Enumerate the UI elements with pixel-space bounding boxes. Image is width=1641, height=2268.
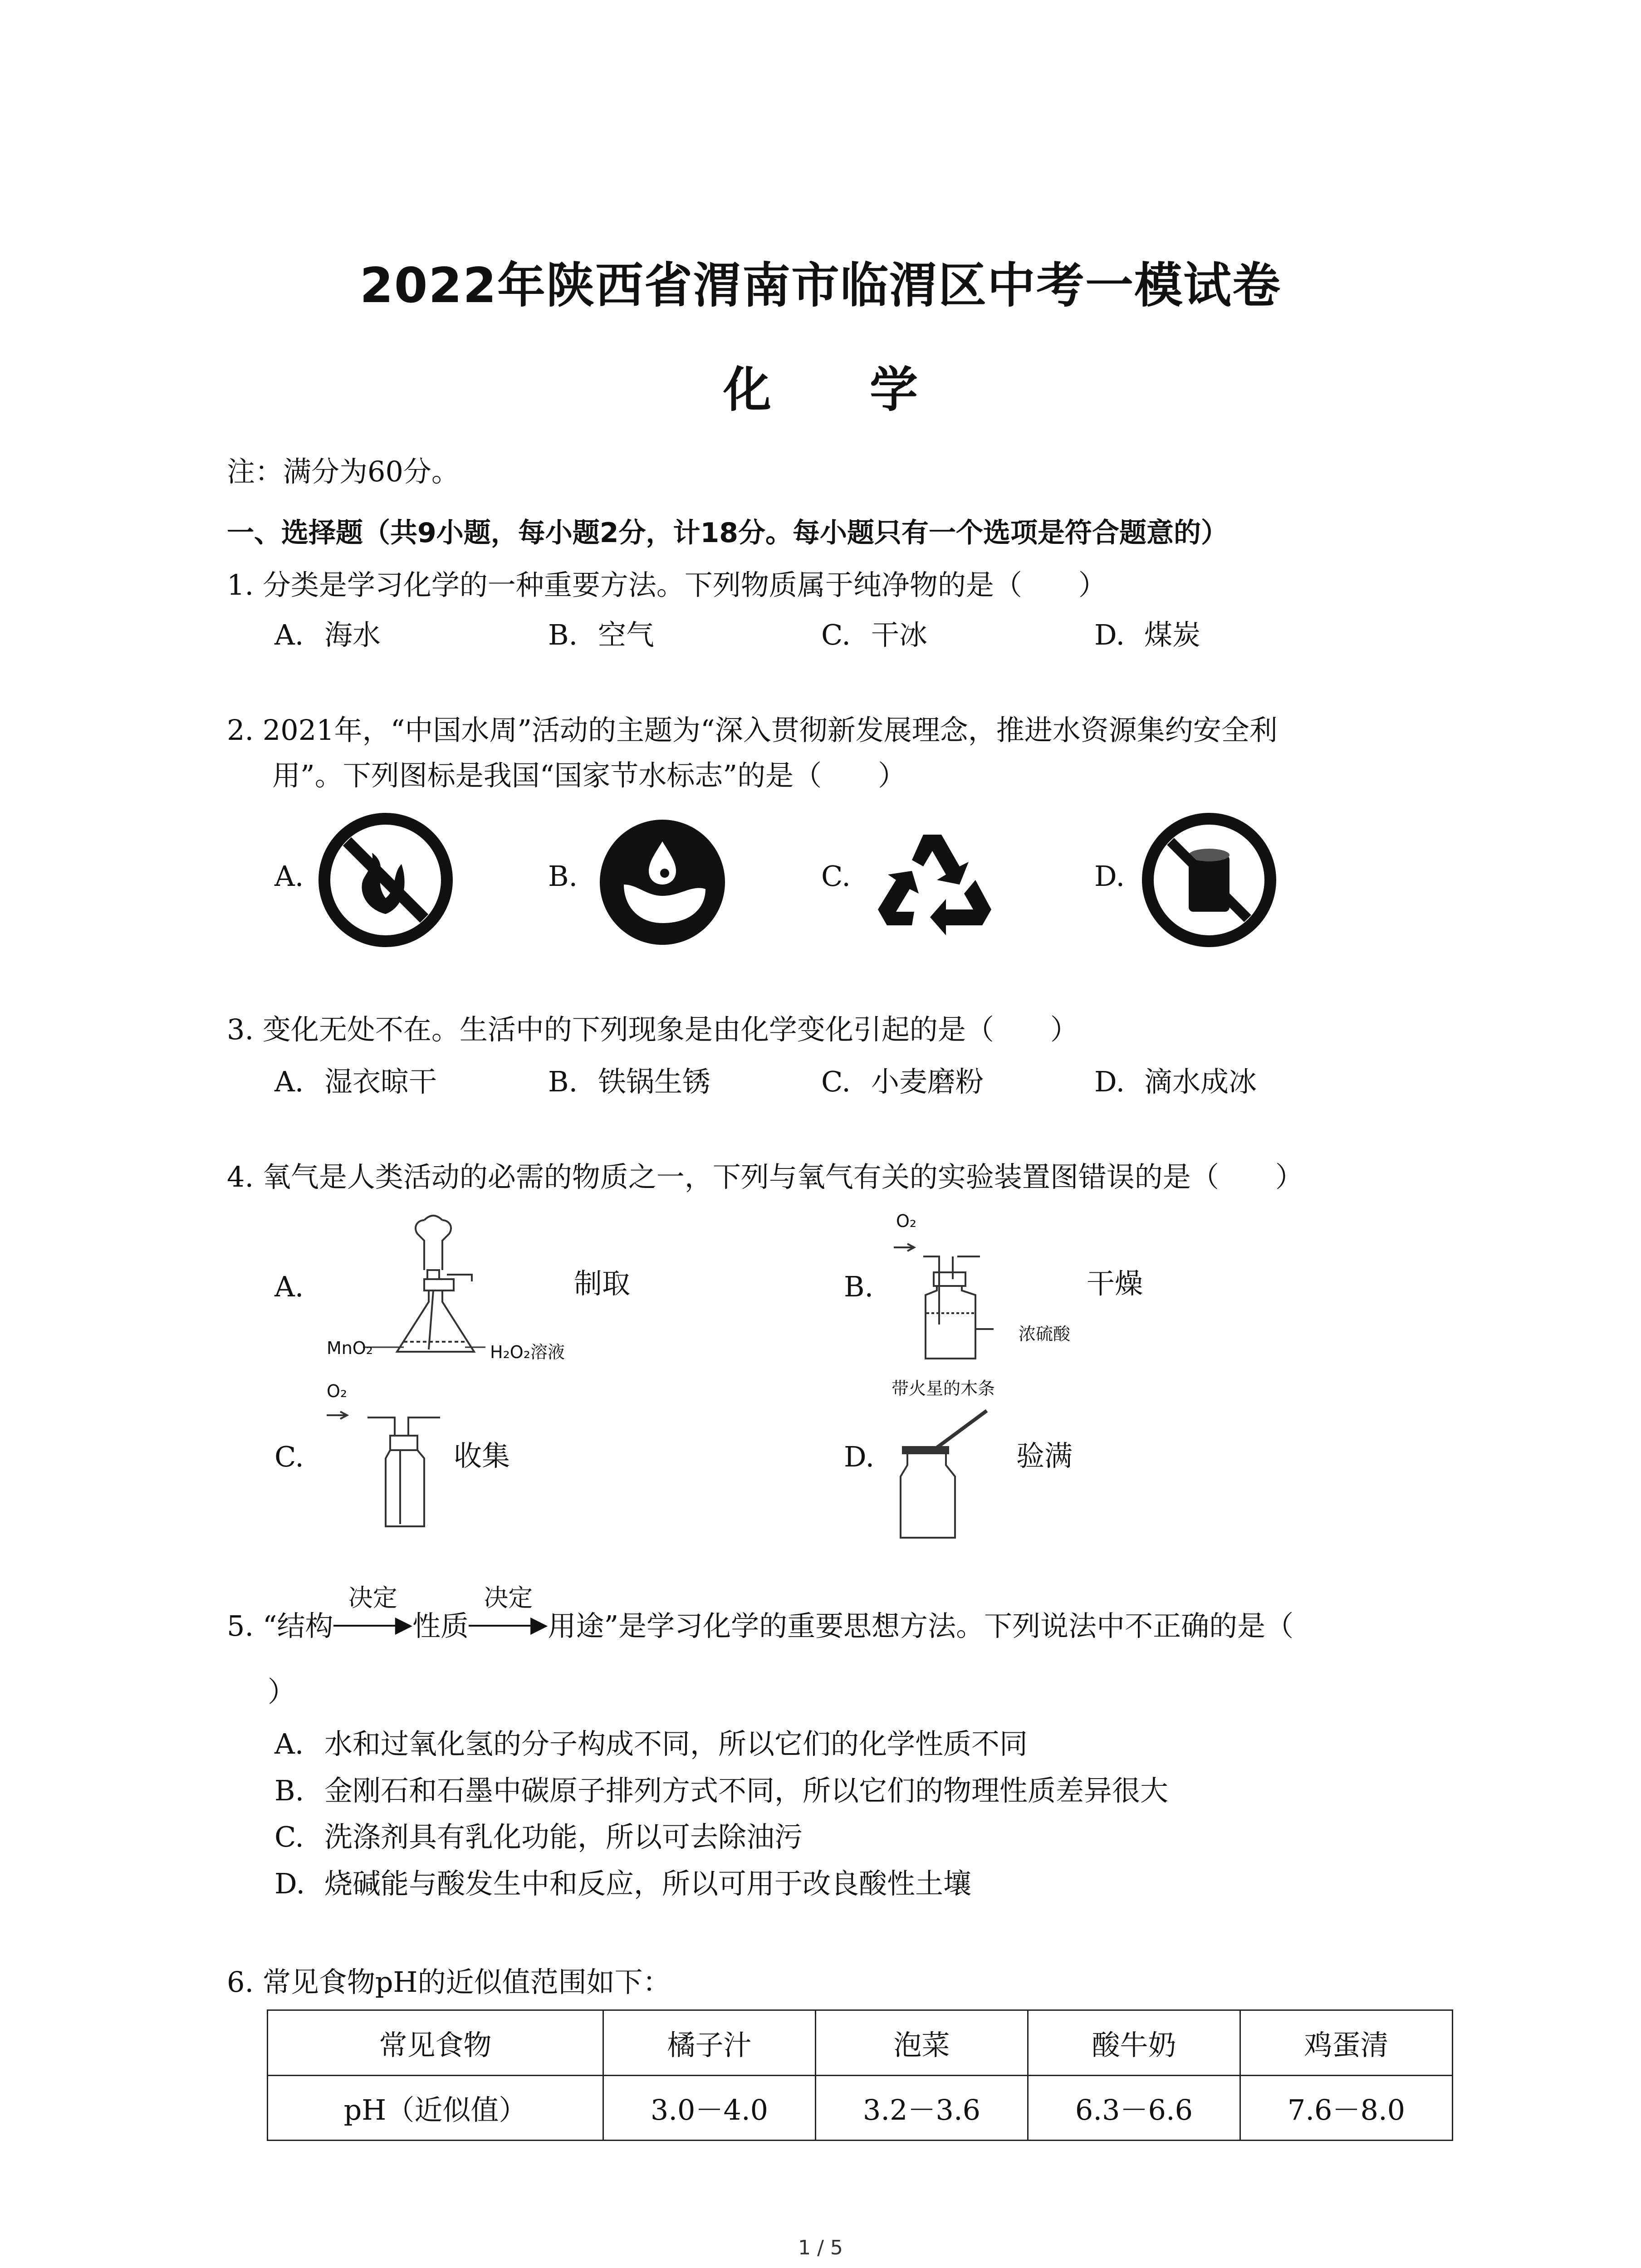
q2-option-d-label[interactable]: D. bbox=[1094, 860, 1125, 893]
q2-option-a-label[interactable]: A. bbox=[274, 860, 304, 893]
q1-option-c[interactable]: C. 干冰 bbox=[821, 618, 928, 651]
subject-title: 化 学 bbox=[723, 362, 959, 418]
exam-title: 2022年陕西省渭南市临渭区中考一模试卷 bbox=[359, 258, 1282, 313]
table-header-cell: 常见食物 bbox=[268, 2010, 603, 2076]
table-header-cell: 酸牛奶 bbox=[1028, 2010, 1240, 2076]
q4-d-text: 验满 bbox=[1016, 1439, 1073, 1472]
q5-option-a[interactable]: A. 水和过氧化氢的分子构成不同，所以它们的化学性质不同 bbox=[274, 1727, 1028, 1760]
q5-stem: 5. “结构 决定 ▶性质 决定 ▶用途”是学习化学的重要思想方法。下列说法中不正确的是（ bbox=[227, 1608, 1293, 1646]
page-number: 1 / 5 bbox=[798, 2236, 843, 2259]
q4-d-caption-stick: 带火星的木条 bbox=[892, 1378, 995, 1398]
no-dumping-icon[interactable] bbox=[1141, 812, 1277, 948]
table-cell: 3.2－3.6 bbox=[816, 2075, 1028, 2141]
q4-option-c-label[interactable]: C. bbox=[274, 1440, 304, 1473]
q2-option-c-label[interactable]: C. bbox=[821, 860, 851, 893]
table-cell: 6.3－6.6 bbox=[1028, 2075, 1240, 2141]
q4-option-a-label[interactable]: A. bbox=[274, 1270, 304, 1303]
table-cell: 3.0－4.0 bbox=[603, 2075, 816, 2141]
q4-stem: 4. 氧气是人类活动的必需的物质之一，下列与氧气有关的实验装置图错误的是（ ） bbox=[227, 1160, 1303, 1193]
table-row bbox=[268, 2010, 1453, 2076]
q3-option-c[interactable]: C. 小麦磨粉 bbox=[821, 1065, 984, 1098]
table-header-cell: 橘子汁 bbox=[603, 2010, 816, 2076]
q6-stem: 6. 常见食物pH的近似值范围如下： bbox=[227, 1965, 671, 1999]
q5-arrow-1: 决定 ▶ bbox=[333, 1608, 412, 1646]
table-header-cell: 泡菜 bbox=[816, 2010, 1028, 2076]
q4-option-d-label[interactable]: D. bbox=[844, 1440, 875, 1473]
q5-option-c[interactable]: C. 洗涤剂具有乳化功能，所以可去除油污 bbox=[274, 1820, 803, 1853]
q3-option-a[interactable]: A. 湿衣晾干 bbox=[274, 1065, 437, 1098]
q3-option-d[interactable]: D. 滴水成冰 bbox=[1094, 1065, 1257, 1098]
q1-option-a[interactable]: A. 海水 bbox=[274, 618, 381, 651]
test-full-bottle-icon[interactable] bbox=[889, 1397, 1025, 1547]
table-cell: 7.6－8.0 bbox=[1240, 2075, 1453, 2141]
q4-b-text: 干燥 bbox=[1087, 1267, 1143, 1300]
drying-bottle-icon[interactable] bbox=[889, 1229, 1034, 1361]
q5-stem-line2: ） bbox=[268, 1675, 296, 1708]
q4-b-caption-o2: O₂ bbox=[896, 1211, 917, 1231]
water-saving-icon[interactable] bbox=[597, 816, 728, 948]
q5-option-d[interactable]: D. 烧碱能与酸发生中和反应，所以可用于改良酸性土壤 bbox=[274, 1867, 972, 1900]
q5-arrow-2: 决定 ▶ bbox=[469, 1608, 548, 1646]
q3-stem: 3. 变化无处不在。生活中的下列现象是由化学变化引起的是（ ） bbox=[227, 1013, 1078, 1046]
table-cell: pH（近似值） bbox=[268, 2075, 603, 2141]
q4-c-text: 收集 bbox=[454, 1439, 510, 1472]
no-fire-icon[interactable] bbox=[318, 812, 454, 948]
table-header-cell: 鸡蛋清 bbox=[1240, 2010, 1453, 2076]
recycle-icon[interactable] bbox=[869, 821, 1000, 939]
score-note: 注：满分为60分。 bbox=[227, 455, 460, 488]
q1-option-b[interactable]: B. 空气 bbox=[548, 618, 655, 651]
table-row bbox=[268, 2075, 1453, 2141]
q4-b-caption-acid: 浓硫酸 bbox=[1019, 1324, 1071, 1344]
ph-table bbox=[267, 2009, 1453, 2141]
q4-c-caption-o2: O₂ bbox=[327, 1381, 348, 1401]
q2-stem-line2: 用”。下列图标是我国“国家节水标志”的是（ ） bbox=[272, 759, 906, 792]
q3-option-b[interactable]: B. 铁锅生锈 bbox=[548, 1065, 711, 1098]
collection-bottle-icon[interactable] bbox=[322, 1399, 458, 1535]
q2-stem-line1: 2. 2021年，“中国水周”活动的主题为“深入贯彻新发展理念，推进水资源集约安全利 bbox=[227, 714, 1278, 747]
q2-option-b-label[interactable]: B. bbox=[548, 860, 578, 893]
q4-a-caption-mno2: MnO₂ bbox=[327, 1338, 373, 1358]
q5-option-b[interactable]: B. 金刚石和石墨中碳原子排列方式不同，所以它们的物理性质差异很大 bbox=[274, 1774, 1169, 1807]
q4-option-b-label[interactable]: B. bbox=[844, 1270, 874, 1303]
q4-a-caption-h2o2: H₂O₂溶液 bbox=[490, 1342, 565, 1362]
q1-option-d[interactable]: D. 煤炭 bbox=[1094, 618, 1201, 651]
section-heading: 一、选择题（共9小题，每小题2分，计18分。每小题只有一个选项是符合题意的） bbox=[227, 517, 1228, 549]
q1-stem: 1. 分类是学习化学的一种重要方法。下列物质属于纯净物的是（ ） bbox=[227, 568, 1107, 601]
q4-a-text: 制取 bbox=[574, 1267, 631, 1300]
